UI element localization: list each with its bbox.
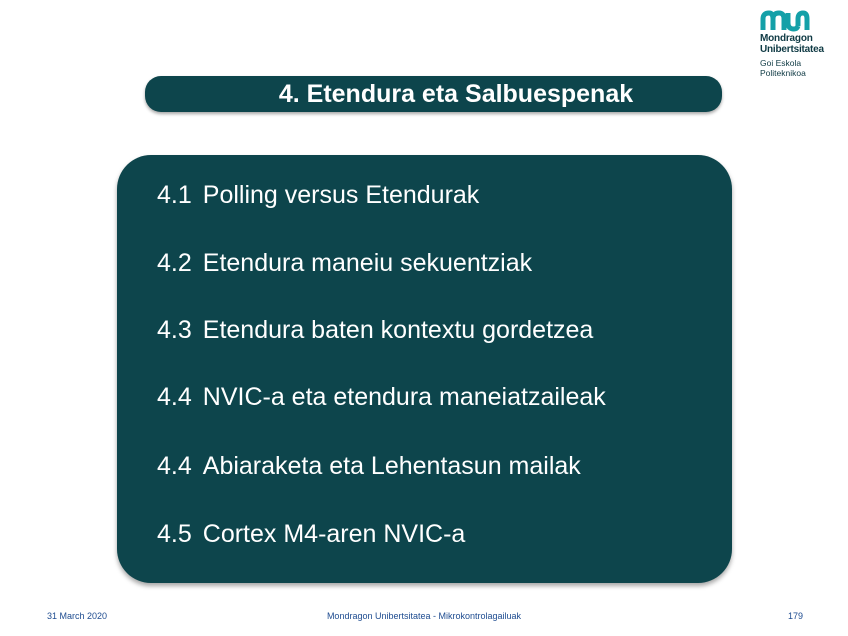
agenda-item-number: 4.4: [157, 452, 192, 480]
agenda-panel: [117, 155, 732, 583]
footer-course: Mondragon Unibertsitatea - Mikrokontrolagailuak: [326, 611, 522, 621]
agenda-item: [157, 383, 606, 412]
agenda-item-text: Polling versus Etendurak: [202, 181, 480, 209]
footer-date: 31 March 2020: [47, 611, 108, 621]
agenda-item: [157, 316, 593, 345]
agenda-item-number: 4.3: [157, 316, 192, 344]
mondragon-logo-icon: [760, 10, 810, 32]
agenda-item-number: 4.5: [157, 520, 192, 548]
agenda-item-number: 4.1: [157, 181, 192, 209]
logo-text-goi-eskola: Goi Eskola: [760, 58, 802, 68]
slide-title-bar: [145, 76, 722, 112]
agenda-item-number: 4.4: [157, 383, 192, 411]
mondragon-logo: [760, 10, 844, 78]
agenda-item: [157, 249, 532, 278]
agenda-item-text: NVIC-a eta etendura maneiatzaileak: [202, 383, 606, 411]
agenda-item-text: Etendura maneiu sekuentziak: [202, 249, 533, 277]
agenda-item: [157, 452, 581, 481]
agenda-item: [157, 181, 479, 210]
agenda-item-text: Abiaraketa eta Lehentasun mailak: [202, 452, 581, 480]
footer-page-number: 179: [788, 611, 804, 621]
agenda-item-number: 4.2: [157, 249, 192, 277]
logo-text-mondragon: Mondragon: [760, 33, 813, 44]
agenda-item: [157, 520, 465, 549]
slide-title: 4. Etendura eta Salbuespenak: [278, 79, 634, 108]
agenda-item-text: Etendura baten kontextu gordetzea: [202, 316, 594, 344]
agenda-item-text: Cortex M4-aren NVIC-a: [202, 520, 466, 548]
logo-text-politeknikoa: Politeknikoa: [760, 68, 806, 78]
logo-text-unibertsitatea: Unibertsitatea: [760, 44, 824, 55]
